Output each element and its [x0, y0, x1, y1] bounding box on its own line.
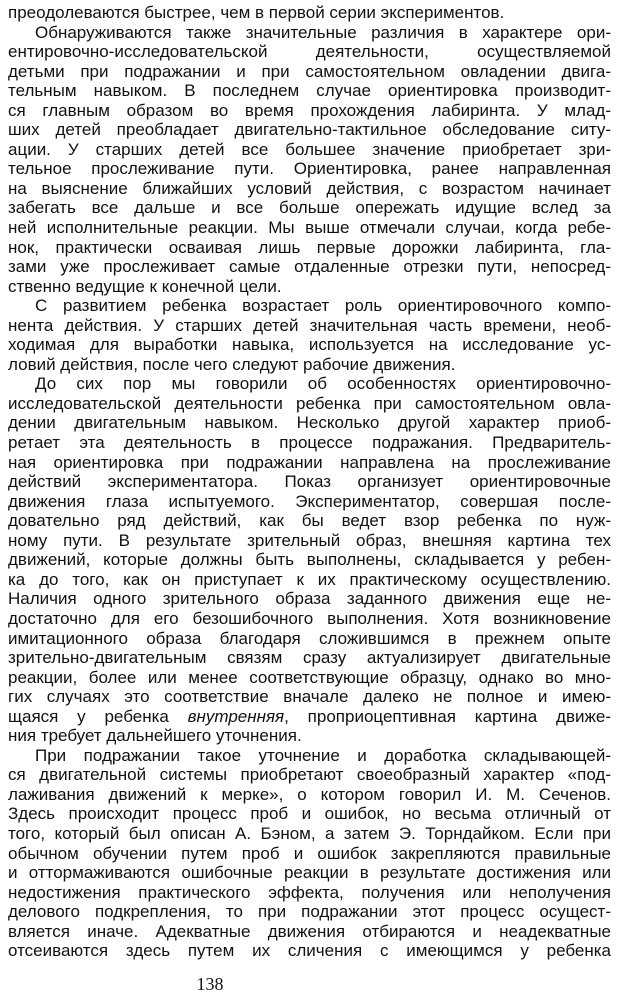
text-line: лаживания движений к мерке», о котором говорил И. М. Сеченов.: [8, 784, 611, 804]
paragraph-start-line: Обнаруживаются также значительные различия в характере ори-: [35, 22, 611, 42]
text-line: ходимая для выработки навыка, используется на исследование ус-: [8, 335, 611, 355]
text-line: ному пути. В результате зрительный образ, внешняя картина тех: [8, 530, 611, 550]
text-line: тельным навыком. В последнем случае ориентировка производит-: [8, 81, 611, 101]
text-line: того, который был описан А. Бэном, а затем Э. Торндайком. Если при: [8, 823, 611, 843]
text-line: недостижения практического эффекта, получения или неполучения: [8, 882, 611, 902]
text-line: нок, практически осваивая лишь первые дорожки лабиринта, гла-: [8, 237, 611, 257]
text-line: ка до того, как он приступает к их практическому осуществлению.: [8, 569, 611, 589]
text-line: движений, которые должны быть выполнены, складывается у ребен-: [8, 550, 611, 570]
paragraph-start-line: С развитием ребенка возрастает роль ориентировочного компо-: [35, 296, 611, 316]
text-line: ся двигательной системы приобретают своеобразный характер «под-: [8, 765, 611, 785]
paragraph-start-line: При подражании такое уточнение и доработка складывающей-: [35, 745, 611, 765]
text-line: на выяснение ближайших условий действия, с возрастом начинает: [8, 178, 611, 198]
text-segment: щаяся у ребенка: [8, 706, 188, 726]
text-line: тельное прослеживание пути. Ориентировка, ранее направленная: [8, 159, 611, 179]
text-line: и оттормаживаются ошибочные реакции в результате достижения или: [8, 863, 611, 883]
text-line: зами уже прослеживает самые отдаленные отрезки пути, непосред-: [8, 257, 611, 277]
italic-emphasis: внутренняя: [187, 706, 285, 726]
text-line: Наличия одного зрительного образа заданного движения еще не-: [8, 589, 611, 609]
text-line: действий экспериментатора. Показ организует ориентировочные: [8, 472, 611, 492]
text-line: ственно ведущие к конечной цели.: [8, 276, 282, 296]
text-line: ретает эта деятельность в процессе подражания. Предваритель-: [8, 433, 611, 453]
text-line: ния требует дальнейшего уточнения.: [8, 726, 302, 746]
text-line: нента действия. У старших детей значительная часть времени, необ-: [8, 315, 611, 335]
text-line: исследовательской деятельности ребенка при самостоятельном овла-: [8, 393, 611, 413]
text-line: обычном обучении путем проб и ошибок закрепляются правильные: [8, 843, 611, 863]
text-line: гих случаях это соответствие вначале далеко не полное и имею-: [8, 687, 611, 707]
text-segment: , проприоцептивная картина движе-: [284, 706, 611, 726]
text-line: преодолеваются быстрее, чем в первой серии экспериментов.: [8, 3, 505, 22]
text-line: забегать все дальше и все больше опережать идущие вслед за: [8, 198, 611, 218]
text-line: ловий действия, после чего следуют рабочие движения.: [8, 354, 456, 374]
text-line: ентировочно-исследовательской деятельности, осуществляемой: [8, 42, 611, 62]
text-line: ших детей преобладает двигательно-тактильное обследование ситу-: [8, 120, 611, 140]
text-line: ная ориентировка при подражании направлена на прослеживание: [8, 452, 611, 472]
text-line: ней исполнительные реакции. Мы выше отмечали случаи, когда ребе-: [8, 218, 611, 238]
page-body: [8, 3, 611, 961]
text-line: ации. У старших детей все большее значение приобретает зри-: [8, 139, 611, 159]
text-line: дении двигательным навыком. Несколько другой характер приоб-: [8, 413, 611, 433]
page-number-container: [0, 974, 620, 995]
text-line: отсеиваются здесь путем их сличения с имеющимся у ребенка: [8, 941, 611, 961]
text-line: довательно ряд действий, как бы ведет взор ребенка по нуж-: [8, 511, 611, 531]
text-line: вляется иначе. Адекватные движения отбираются и неадекватные: [8, 921, 611, 941]
text-line: детьми при подражании и при самостоятельном овладении двига-: [8, 61, 611, 81]
text-line: движения глаза испытуемого. Экспериментатор, совершая после-: [8, 491, 611, 511]
text-line: Здесь происходит процесс проб и ошибок, но весьма отличный от: [8, 804, 611, 824]
text-line: зрительно-двигательным связям сразу актуализирует двигательные: [8, 648, 611, 668]
text-line: ся главным образом во время прохождения лабиринта. У млад-: [8, 100, 611, 120]
page-number: 138: [196, 974, 224, 994]
paragraph-start-line: До сих пор мы говорили об особенностях ориентировочно-: [35, 374, 611, 394]
text-line: достаточно для его безошибочного выполнения. Хотя возникновение: [8, 608, 611, 628]
text-line: имитационного образа благодаря сложившимся в прежнем опыте: [8, 628, 611, 648]
text-line: реакции, более или менее соответствующие образцу, однако во мно-: [8, 667, 611, 687]
text-line-with-italic: [8, 707, 611, 727]
text-line: делового подкрепления, то при подражании этот процесс осущест-: [8, 902, 611, 922]
